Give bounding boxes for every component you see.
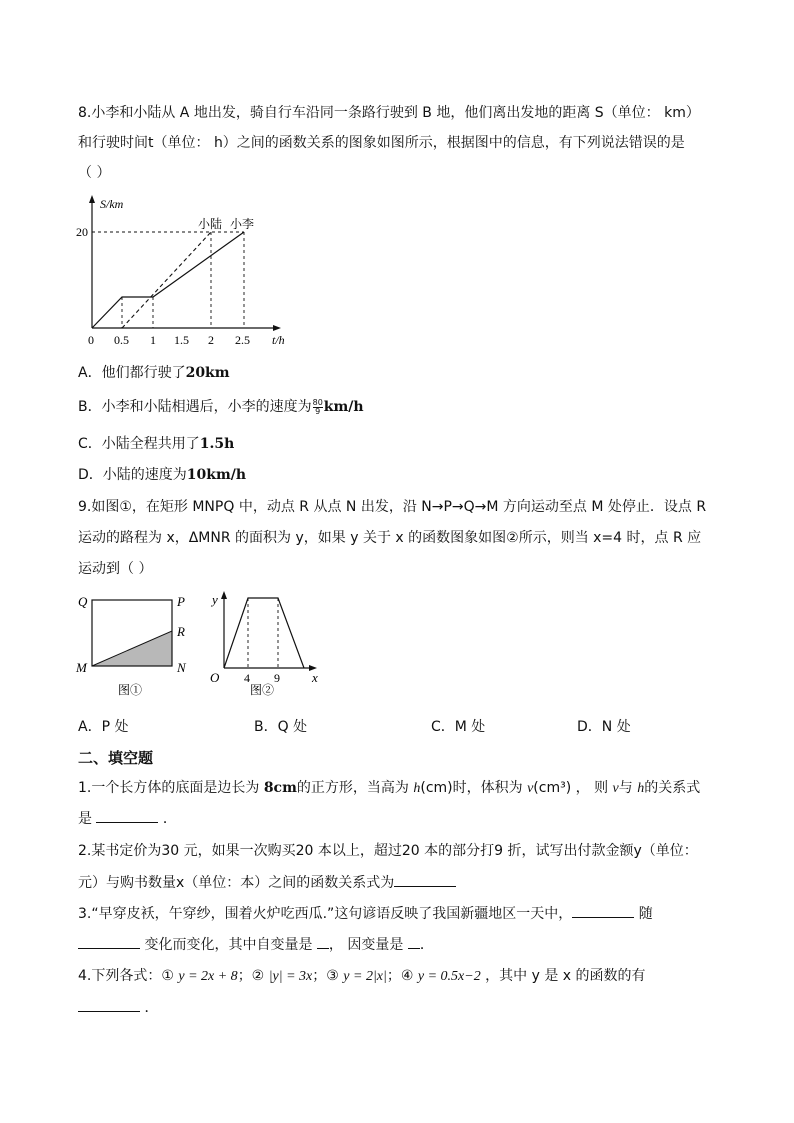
f3-blank-2[interactable] bbox=[78, 934, 140, 949]
f3-line-2: 变化而变化，其中自变量是 ， 因变量是 ． bbox=[78, 934, 434, 955]
q8-option-c: C．小陆全程共用了1.5h bbox=[78, 436, 235, 452]
q9-tick-9: 9 bbox=[274, 671, 280, 685]
q8-x-tick-0: 0 bbox=[88, 333, 94, 347]
q9-option-a: A．P 处 bbox=[78, 719, 129, 735]
q9-option-d: D．N 处 bbox=[577, 719, 631, 735]
q9-figure-2-graph bbox=[204, 588, 334, 706]
q8-y-arrow bbox=[89, 195, 95, 203]
q8-line-xiaoli bbox=[92, 232, 244, 328]
section-fill-in-title: 二、填空题 bbox=[78, 749, 154, 767]
f3-blank-1[interactable] bbox=[572, 903, 634, 918]
f1-answer-blank[interactable] bbox=[96, 808, 158, 823]
q8-line-3: （ ） bbox=[78, 165, 111, 181]
q9-tick-4: 4 bbox=[244, 671, 250, 685]
f2-line-1: 2.某书定价为30 元，如果一次购买20 本以上，超过20 本的部分打9 折，试写出付款金额y（单位： bbox=[78, 843, 698, 859]
q9-caption-2: 图② bbox=[250, 683, 275, 697]
q8-x-label: t/h bbox=[272, 333, 285, 347]
q9-x-label: x bbox=[312, 670, 318, 685]
q9-option-c: C．M 处 bbox=[431, 719, 486, 735]
q8-x-tick-05: 0.5 bbox=[114, 333, 129, 347]
q9-label-m: M bbox=[76, 660, 87, 675]
q9-label-p: P bbox=[177, 594, 185, 609]
q9-origin-label: O bbox=[210, 670, 220, 685]
q8-distance-time-graph bbox=[78, 192, 308, 354]
f2-line-2: 元）与购书数量x（单位：本）之间的函数关系式为 bbox=[78, 872, 456, 893]
q9-y-label: y bbox=[212, 592, 218, 607]
q9-shaded-triangle bbox=[92, 631, 172, 666]
q8-x-arrow bbox=[273, 325, 281, 331]
q8-label-xiaoli: 小李 bbox=[230, 217, 255, 231]
q8-x-tick-2: 2 bbox=[208, 333, 214, 347]
f1-line-1: 1.一个长方体的底面是边长为 8cm的正方形，当高为 h(cm)时，体积为 v(cm³) ， 则 v与 h的关系式 bbox=[78, 780, 701, 796]
f3-blank-3[interactable] bbox=[317, 934, 329, 949]
q8-line-2: 和行驶时间t（单位： h）之间的函数关系的图象如图所示，根据图中的信息，有下列说法错误的是 bbox=[78, 135, 685, 151]
q9-label-q: Q bbox=[78, 594, 88, 609]
f3-line-1: 3.“早穿皮袄，午穿纱，围着火炉吃西瓜.”这句谚语反映了我国新疆地区一天中， 随 bbox=[78, 903, 653, 924]
f3-blank-4[interactable] bbox=[408, 934, 420, 949]
q8-option-b: B．小李和小陆相遇后，小李的速度为 $\frac{80}{9}$ km/h bbox=[78, 397, 364, 416]
f2-answer-blank[interactable] bbox=[394, 872, 456, 887]
q9-line-2: 运动的路程为 x，ΔMNR 的面积为 y，如果 y 关于 x 的函数图象如图②所示，则当 x=4 时，点 R 应 bbox=[78, 530, 702, 546]
q8-x-tick-1: 1 bbox=[150, 333, 156, 347]
f4-line-1: 4.下列各式：① y = 2x + 8；② |y| = 3x；③ y = 2|x|；④ y = 0.5x−2 ，其中 y 是 x 的函数的有 bbox=[78, 968, 646, 984]
q9-line-1: 9.如图①，在矩形 MNPQ 中，动点 R 从点 N 出发，沿 N→P→Q→M 方向运动至点 M 处停止．设点 R bbox=[78, 499, 707, 515]
q8-label-xiaolu: 小陆 bbox=[198, 217, 223, 231]
q8-line-xiaolu bbox=[122, 232, 211, 328]
q8-option-a: A．他们都行驶了20km bbox=[78, 365, 230, 381]
q9-label-n: N bbox=[177, 660, 186, 675]
q9-label-r: R bbox=[177, 624, 185, 639]
q9-figure-1-rectangle bbox=[74, 588, 194, 706]
f1-line-2: 是 ． bbox=[78, 808, 177, 829]
q9-function-line bbox=[224, 598, 304, 668]
f4-line-2: ． bbox=[78, 997, 158, 1018]
q9-option-b: B．Q 处 bbox=[254, 719, 308, 735]
q8-y-label: S/km bbox=[100, 197, 124, 211]
q9-y-arrow bbox=[221, 591, 227, 599]
q8-x-tick-15: 1.5 bbox=[174, 333, 189, 347]
q8-y-tick-20: 20 bbox=[76, 225, 88, 239]
f4-answer-blank[interactable] bbox=[78, 997, 140, 1012]
q8-option-d: D．小陆的速度为10km/h bbox=[78, 467, 247, 483]
q9-caption-1: 图① bbox=[118, 683, 143, 697]
q9-line-3: 运动到（ ） bbox=[78, 561, 153, 577]
q8-line-1: 8.小李和小陆从 A 地出发，骑自行车沿同一条路行驶到 B 地，他们离出发地的距离 S（单位： km） bbox=[78, 105, 700, 121]
q8-fraction: $\frac{80}{9}$ bbox=[312, 397, 323, 416]
q8-x-tick-25: 2.5 bbox=[235, 333, 250, 347]
